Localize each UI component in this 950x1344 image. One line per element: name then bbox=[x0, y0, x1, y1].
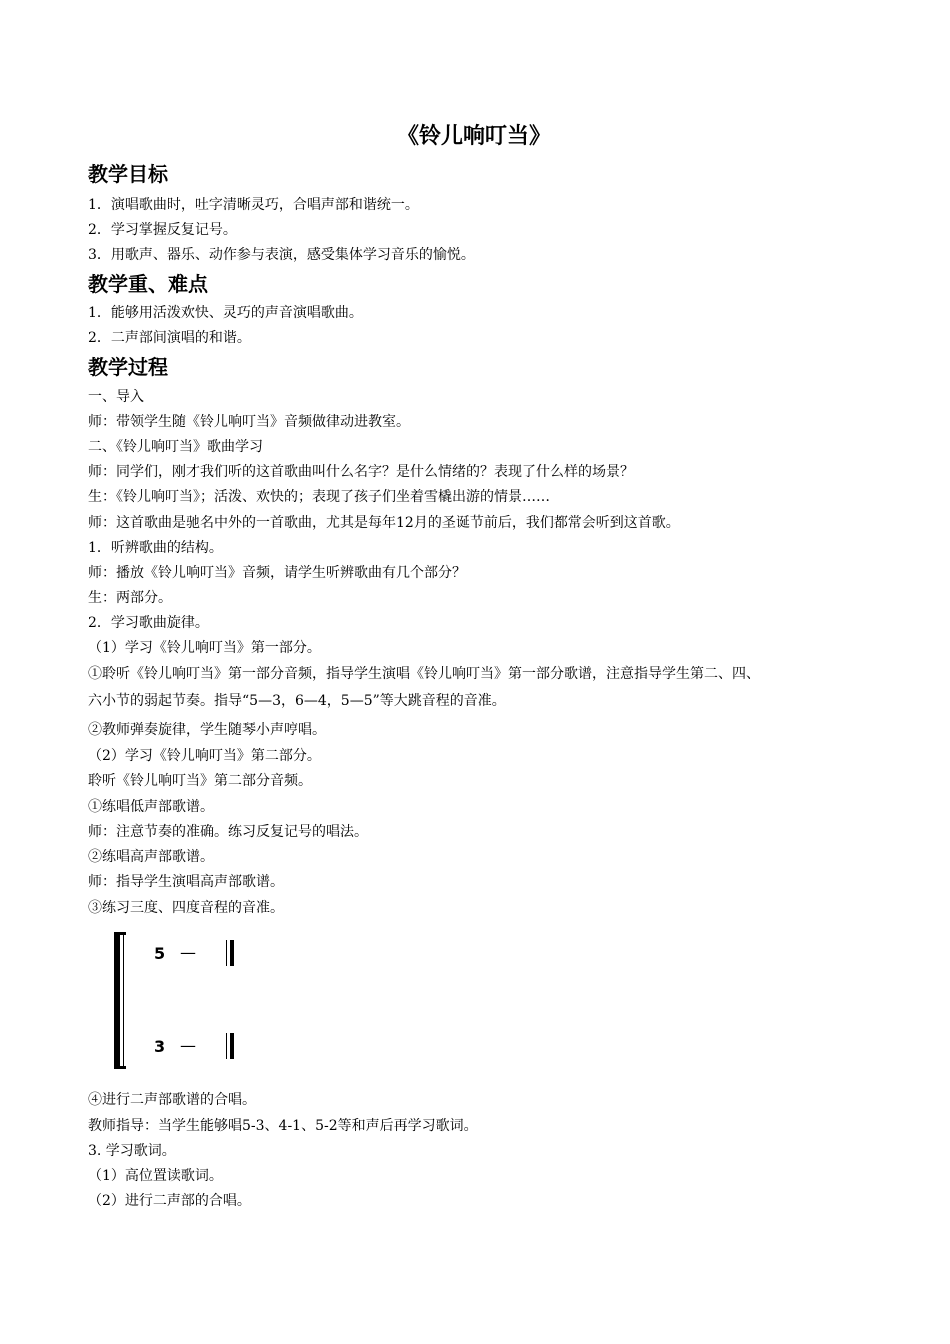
section-heading-goals: 教学目标 bbox=[88, 162, 168, 186]
process-line: 师：指导学生演唱高声部歌谱。 bbox=[88, 874, 284, 890]
lower-voice-note: 3 bbox=[154, 1037, 166, 1056]
process-line: ③练习三度、四度音程的音准。 bbox=[88, 900, 284, 916]
goal-line-1: 1．演唱歌曲时，吐字清晰灵巧，合唱声部和谐统一。 bbox=[88, 197, 419, 213]
process-line: （2）进行二声部的合唱。 bbox=[88, 1193, 251, 1209]
section-heading-key-points: 教学重、难点 bbox=[88, 272, 208, 296]
process-line: ②练唱高声部歌谱。 bbox=[88, 849, 214, 865]
goal-line-2: 2．学习掌握反复记号。 bbox=[88, 222, 237, 238]
lower-barline bbox=[230, 1033, 234, 1059]
process-line: 3. 学习歌词。 bbox=[88, 1143, 176, 1159]
document-title: 《铃儿响叮当》 bbox=[396, 124, 551, 149]
goal-line-3: 3．用歌声、器乐、动作参与表演，感受集体学习音乐的愉悦。 bbox=[88, 247, 475, 263]
process-line: 六小节的弱起节奏。指导“5—3，6—4，5—5”等大跳音程的音准。 bbox=[88, 693, 506, 709]
process-line: ②教师弹奏旋律，学生随琴小声哼唱。 bbox=[88, 722, 326, 738]
upper-barline-thin bbox=[226, 940, 227, 966]
upper-barline bbox=[230, 940, 234, 966]
process-line: 生：两部分。 bbox=[88, 590, 172, 606]
section-heading-process: 教学过程 bbox=[88, 355, 168, 379]
process-line: 教师指导：当学生能够唱5-3、4-1、5-2等和声后再学习歌词。 bbox=[88, 1118, 478, 1134]
process-line: 师：播放《铃儿响叮当》音频，请学生听辨歌曲有几个部分？ bbox=[88, 565, 466, 581]
lower-voice-dash: — bbox=[180, 1036, 196, 1055]
process-line: 一、导入 bbox=[88, 389, 144, 405]
process-line: 聆听《铃儿响叮当》第二部分音频。 bbox=[88, 773, 312, 789]
process-line: 师：注意节奏的准确。练习反复记号的唱法。 bbox=[88, 824, 368, 840]
process-line: 师：这首歌曲是驰名中外的一首歌曲，尤其是每年12月的圣诞节前后，我们都常会听到这首歌。 bbox=[88, 515, 680, 531]
key-point-line-2: 2．二声部间演唱的和谐。 bbox=[88, 330, 251, 346]
upper-voice-dash: — bbox=[180, 943, 196, 962]
process-line: （2）学习《铃儿响叮当》第二部分。 bbox=[88, 748, 321, 764]
process-line: 师：带领学生随《铃儿响叮当》音频做律动进教室。 bbox=[88, 414, 410, 430]
score-bracket-top-cap bbox=[114, 932, 126, 935]
process-line: ①练唱低声部歌谱。 bbox=[88, 799, 214, 815]
process-line: ①聆听《铃儿响叮当》第一部分音频，指导学生演唱《铃儿响叮当》第一部分歌谱，注意指导学生第二、四、 bbox=[88, 666, 760, 682]
process-line: ④进行二声部歌谱的合唱。 bbox=[88, 1092, 256, 1108]
upper-voice-note: 5 bbox=[154, 944, 166, 963]
key-point-line-1: 1．能够用活泼欢快、灵巧的声音演唱歌曲。 bbox=[88, 305, 363, 321]
score-bracket-bottom-cap bbox=[114, 1066, 126, 1069]
process-line: （1）高位置读歌词。 bbox=[88, 1168, 223, 1184]
lower-barline-thin bbox=[226, 1033, 227, 1059]
process-line: 师：同学们，刚才我们听的这首歌曲叫什么名字？是什么情绪的？表现了什么样的场景？ bbox=[88, 464, 634, 480]
two-part-score bbox=[108, 930, 268, 1070]
process-line: 生：《铃儿响叮当》；活泼、欢快的；表现了孩子们坐着雪橇出游的情景…… bbox=[88, 489, 550, 505]
score-bracket-line bbox=[123, 934, 124, 1068]
process-line: 二、《铃儿响叮当》歌曲学习 bbox=[88, 439, 263, 455]
process-line: 1．听辨歌曲的结构。 bbox=[88, 540, 223, 556]
process-line: 2．学习歌曲旋律。 bbox=[88, 615, 209, 631]
score-bracket bbox=[114, 934, 120, 1068]
process-line: （1）学习《铃儿响叮当》第一部分。 bbox=[88, 640, 321, 656]
